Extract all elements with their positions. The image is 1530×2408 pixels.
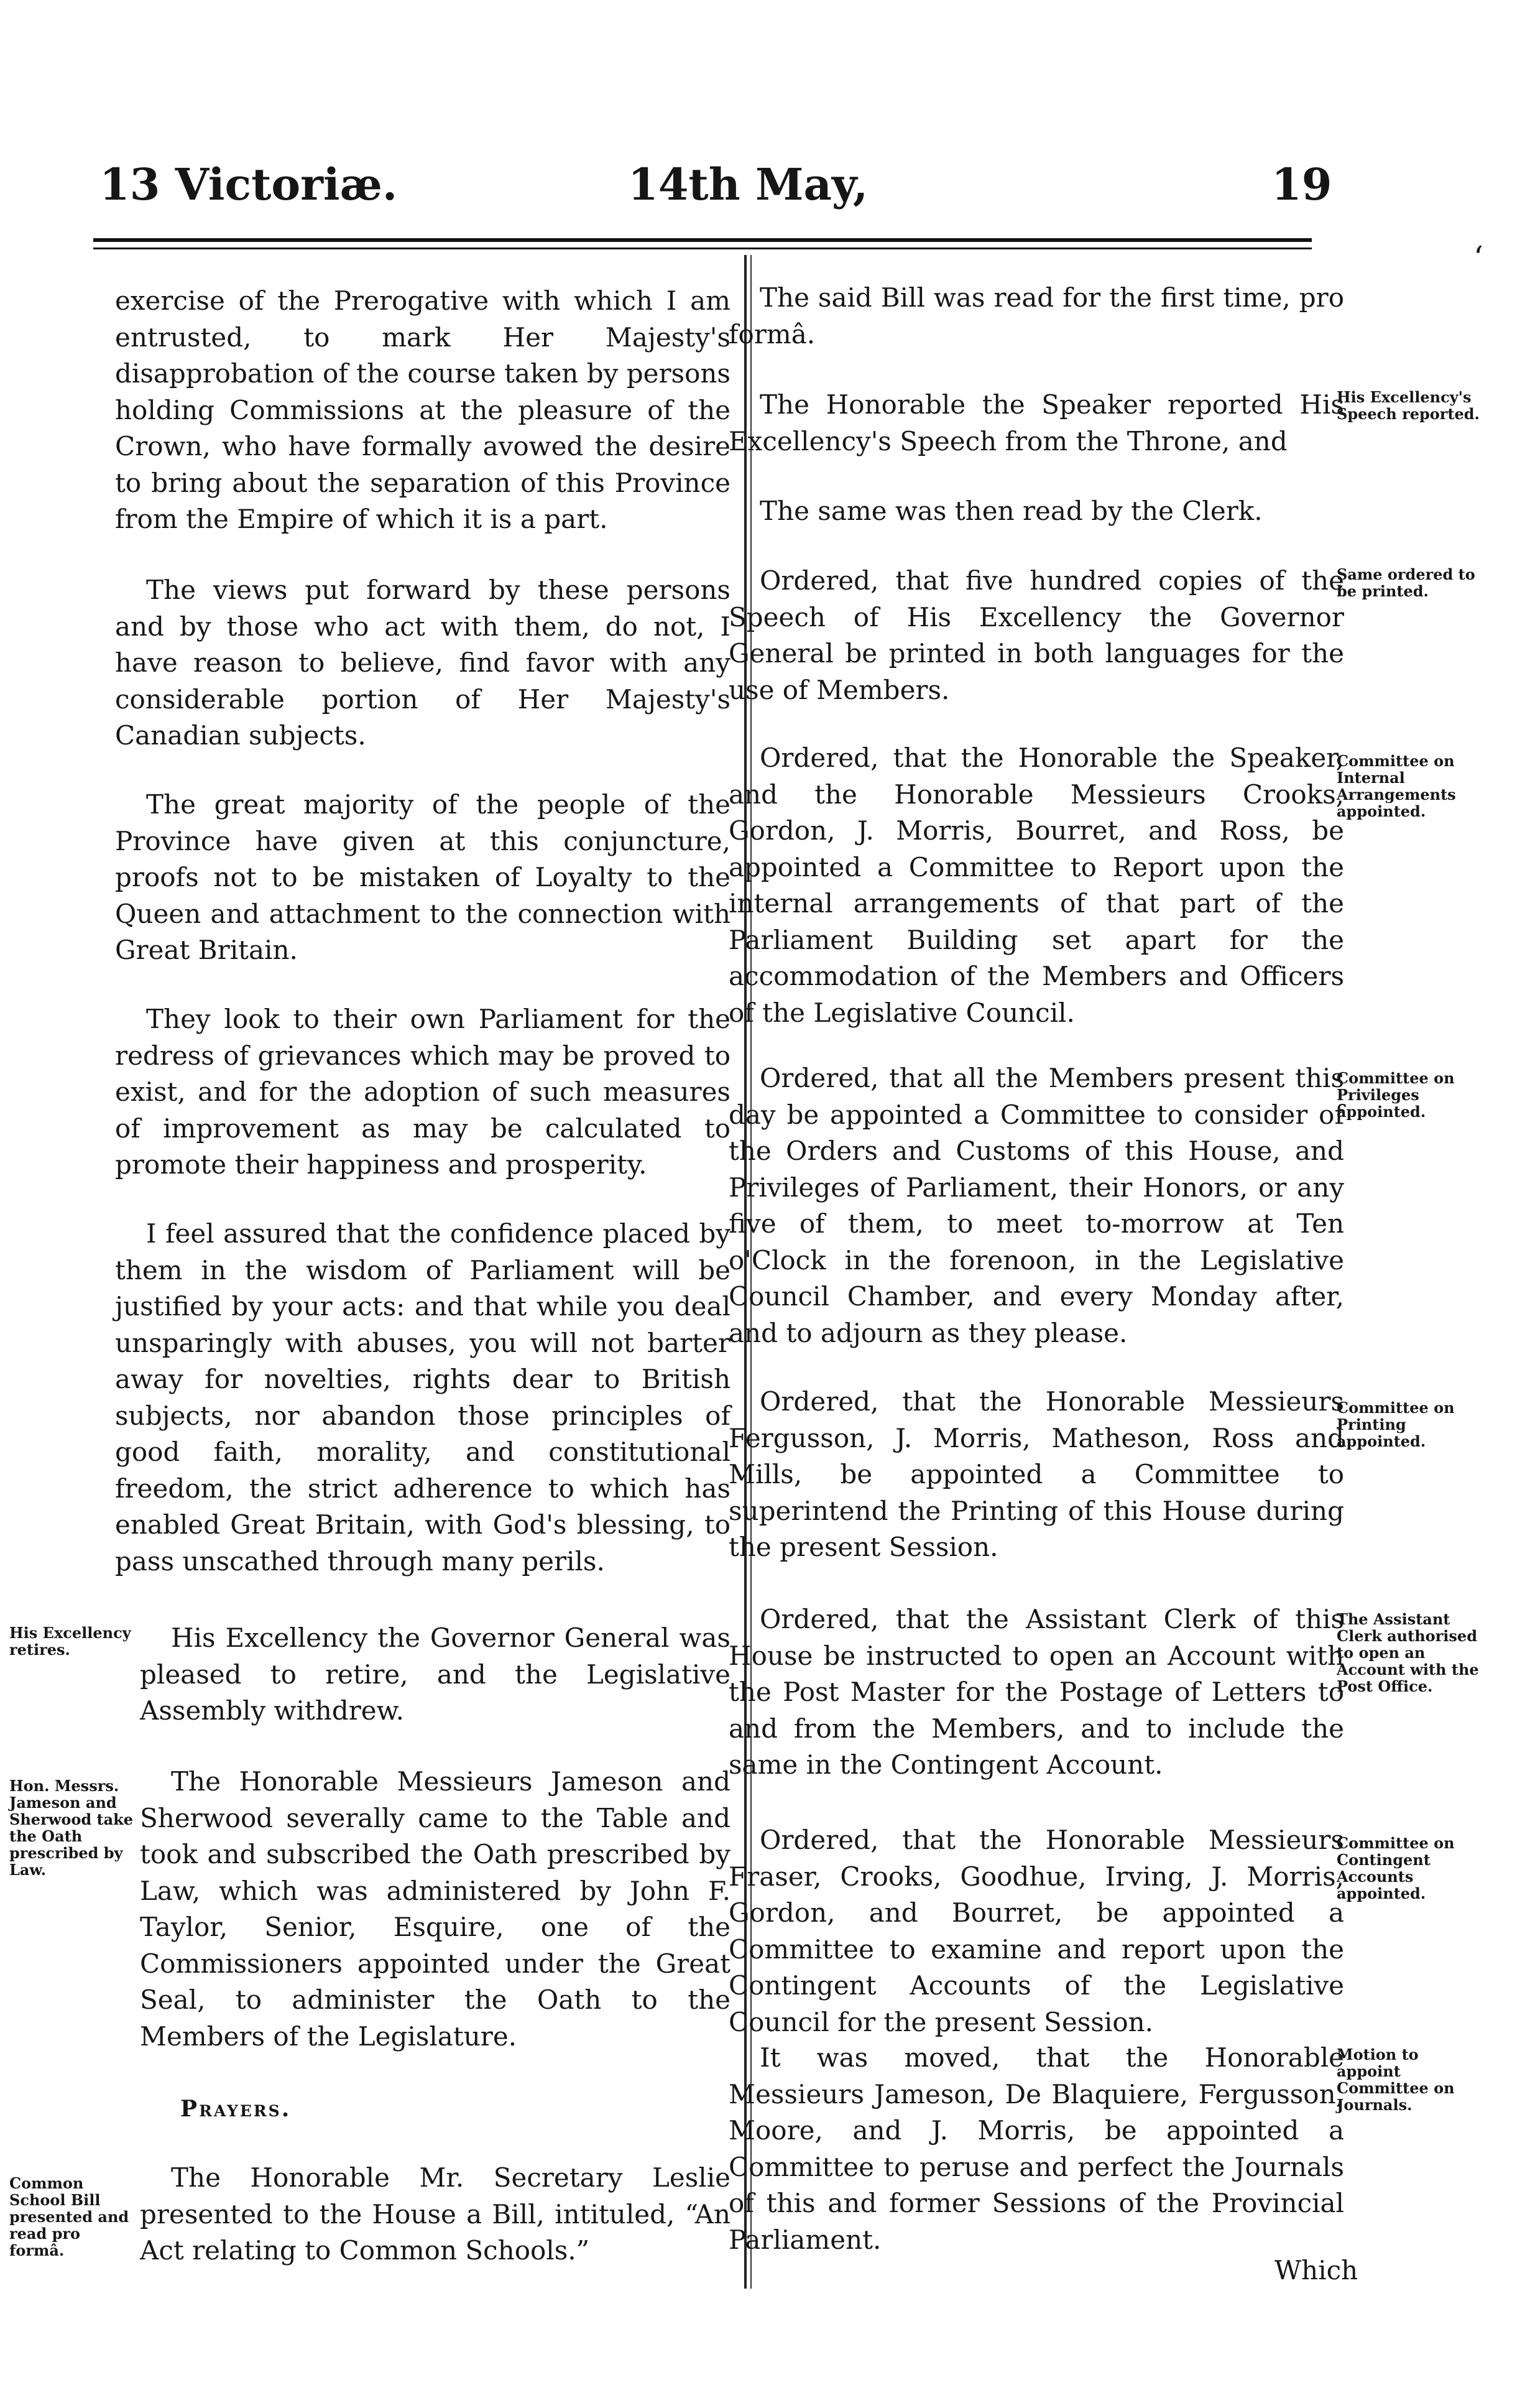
speech-paragraph-5: I feel assured that the confidence placed by them in the wisdom of Parliament will be justified by your acts: and that while you deal unsparingly with abuses, you will not barter away for novelties, rights dear to British subjects, nor abandon those principles of good faith, morality, and constitutional freedom, the strict adherence to which has enabled Great Britain, with God's blessing, to pass unscathed through many perils.: [115, 1218, 730, 1577]
stray-mark: ‘: [1473, 239, 1483, 276]
oath-paragraph: The Honorable Messieurs Jameson and Sherwood severally came to the Table and took and subscribed the Oath prescribed by Law, which was administered by John F. Taylor, Senior, Esquire, one of the Commissioners appointed under the Great Seal, to administer the Oath to the Members of the Legislature.: [140, 1766, 730, 2052]
order-privileges-committee: Ordered, that all the Members present this day be appointed a Committee to consider of the Orders and Customs of this House, and Privileges of Parliament, their Honors, or any five of them, to meet to-morrow at Ten o'Clock in the forenoon, in the Legislative Council Chamber, and every Monday after, and to adjourn as they please.: [729, 1063, 1344, 1348]
bill-presented-paragraph: The Honorable Mr. Secretary Leslie presented to the House a Bill, intituled, “An Act relating to Common Schools.”: [140, 2162, 730, 2266]
margin-note-journals: Motion to appoint Committee on Journals.: [1337, 2045, 1455, 2114]
margin-note-privileges: Committee on Privileges appointed.: [1337, 1069, 1455, 1121]
margin-note-printing: Committee on Printing appointed.: [1337, 1399, 1455, 1450]
header-rule-thick: [93, 238, 1312, 242]
catchword: Which: [1274, 2255, 1358, 2285]
order-assistant-clerk: Ordered, that the Assistant Clerk of this House be instructed to open an Account with the Post Master for the Postage of Letters to and from the Members, and to include the same in the Contingent Account.: [729, 1604, 1344, 1780]
motion-journals-committee: It was moved, that the Honorable Messieurs Jameson, De Blaquiere, Fergusson, Moore, and J. Morris, be appointed a Committee to peruse and perfect the Journals of this and former Sessions of the Provincial Parliament.: [729, 2042, 1344, 2255]
margin-note-assistant-clerk: The Assistant Clerk authorised to open an Account with the Post Office.: [1337, 1610, 1479, 1695]
page-number: 19: [1271, 159, 1332, 210]
speech-paragraph-1: exercise of the Prerogative with which I am entrusted, to mark Her Majesty's disapprobation of the course taken by persons holding Commissions at the pleasure of the Crown, who have formally avowed the desire to bring about the separation of this Province from the Empire of which it is a part.: [115, 285, 730, 534]
governor-retires-paragraph: His Excellency the Governor General was pleased to retire, and the Legislative Assembly withdrew.: [140, 1623, 730, 1726]
speech-read-paragraph: The same was then read by the Clerk.: [760, 496, 1263, 526]
margin-note-printed: Same ordered to be printed.: [1337, 565, 1475, 600]
speech-paragraph-2: The views put forward by these persons and by those who act with them, do not, I have reason to believe, find favor with any considerable portion of Her Majesty's Canadian subjects.: [115, 575, 730, 751]
margin-note-internal-arrangements: Committee on Internal Arrangements appointed.: [1337, 752, 1456, 820]
margin-note-speech-reported: His Excellency's Speech reported.: [1337, 388, 1480, 423]
order-print-speech: Ordered, that five hundred copies of the Speech of His Excellency the Governor General be printed in both languages for the use of Members.: [729, 565, 1344, 705]
speech-reported-paragraph: The Honorable the Speaker reported His Excellency's Speech from the Throne, and: [729, 389, 1344, 456]
order-internal-arrangements: Ordered, that the Honorable the Speaker, and the Honorable Messieurs Crooks, Gordon, J. Morris, Bourret, and Ross, be appointed a Committee to Report upon the internal arrangements of that part of the Parliament Building set apart for the accommodation of the Members and Officers of the Legislative Council.: [729, 743, 1344, 1028]
order-contingent-accounts: Ordered, that the Honorable Messieurs Fraser, Crooks, Goodhue, Irving, J. Morris, Gordon, and Bourret, be appointed a Committee to examine and report upon the Contingent Accounts of the Legislative Council for the present Session.: [729, 1825, 1344, 2037]
header-rule-thin: [93, 248, 1312, 249]
running-head-left: 13 Victoriæ.: [99, 159, 398, 210]
margin-note-oath: Hon. Messrs. Jameson and Sherwood take the Oath prescribed by Law.: [9, 1777, 134, 1879]
speech-paragraph-4: They look to their own Parliament for the redress of grievances which may be proved to exist, and for the adoption of such measures of improvement as may be calculated to promote their happiness and prosperity.: [115, 1004, 730, 1180]
running-head-date: 14th May,: [628, 159, 869, 210]
speech-paragraph-3: The great majority of the people of the Province have given at this conjuncture, proofs not to be mistaken of Loyalty to the Queen and attachment to the connection with Great Britain.: [115, 789, 730, 965]
margin-note-excellency-retires: His Excellency retires.: [9, 1624, 131, 1659]
margin-note-contingent: Committee on Contingent Accounts appointed.: [1337, 1834, 1455, 1902]
order-printing-committee: Ordered, that the Honorable Messieurs Fergusson, J. Morris, Matheson, Ross and Mills, be appointed a Committee to superintend the Printing of this House during the present Session.: [729, 1386, 1344, 1562]
bill-first-reading-paragraph: The said Bill was read for the first time, pro formâ.: [729, 282, 1344, 350]
margin-note-common-school-bill: Common School Bill presented and read pro formâ.: [9, 2174, 129, 2259]
prayers-heading: Prayers.: [180, 2096, 292, 2122]
